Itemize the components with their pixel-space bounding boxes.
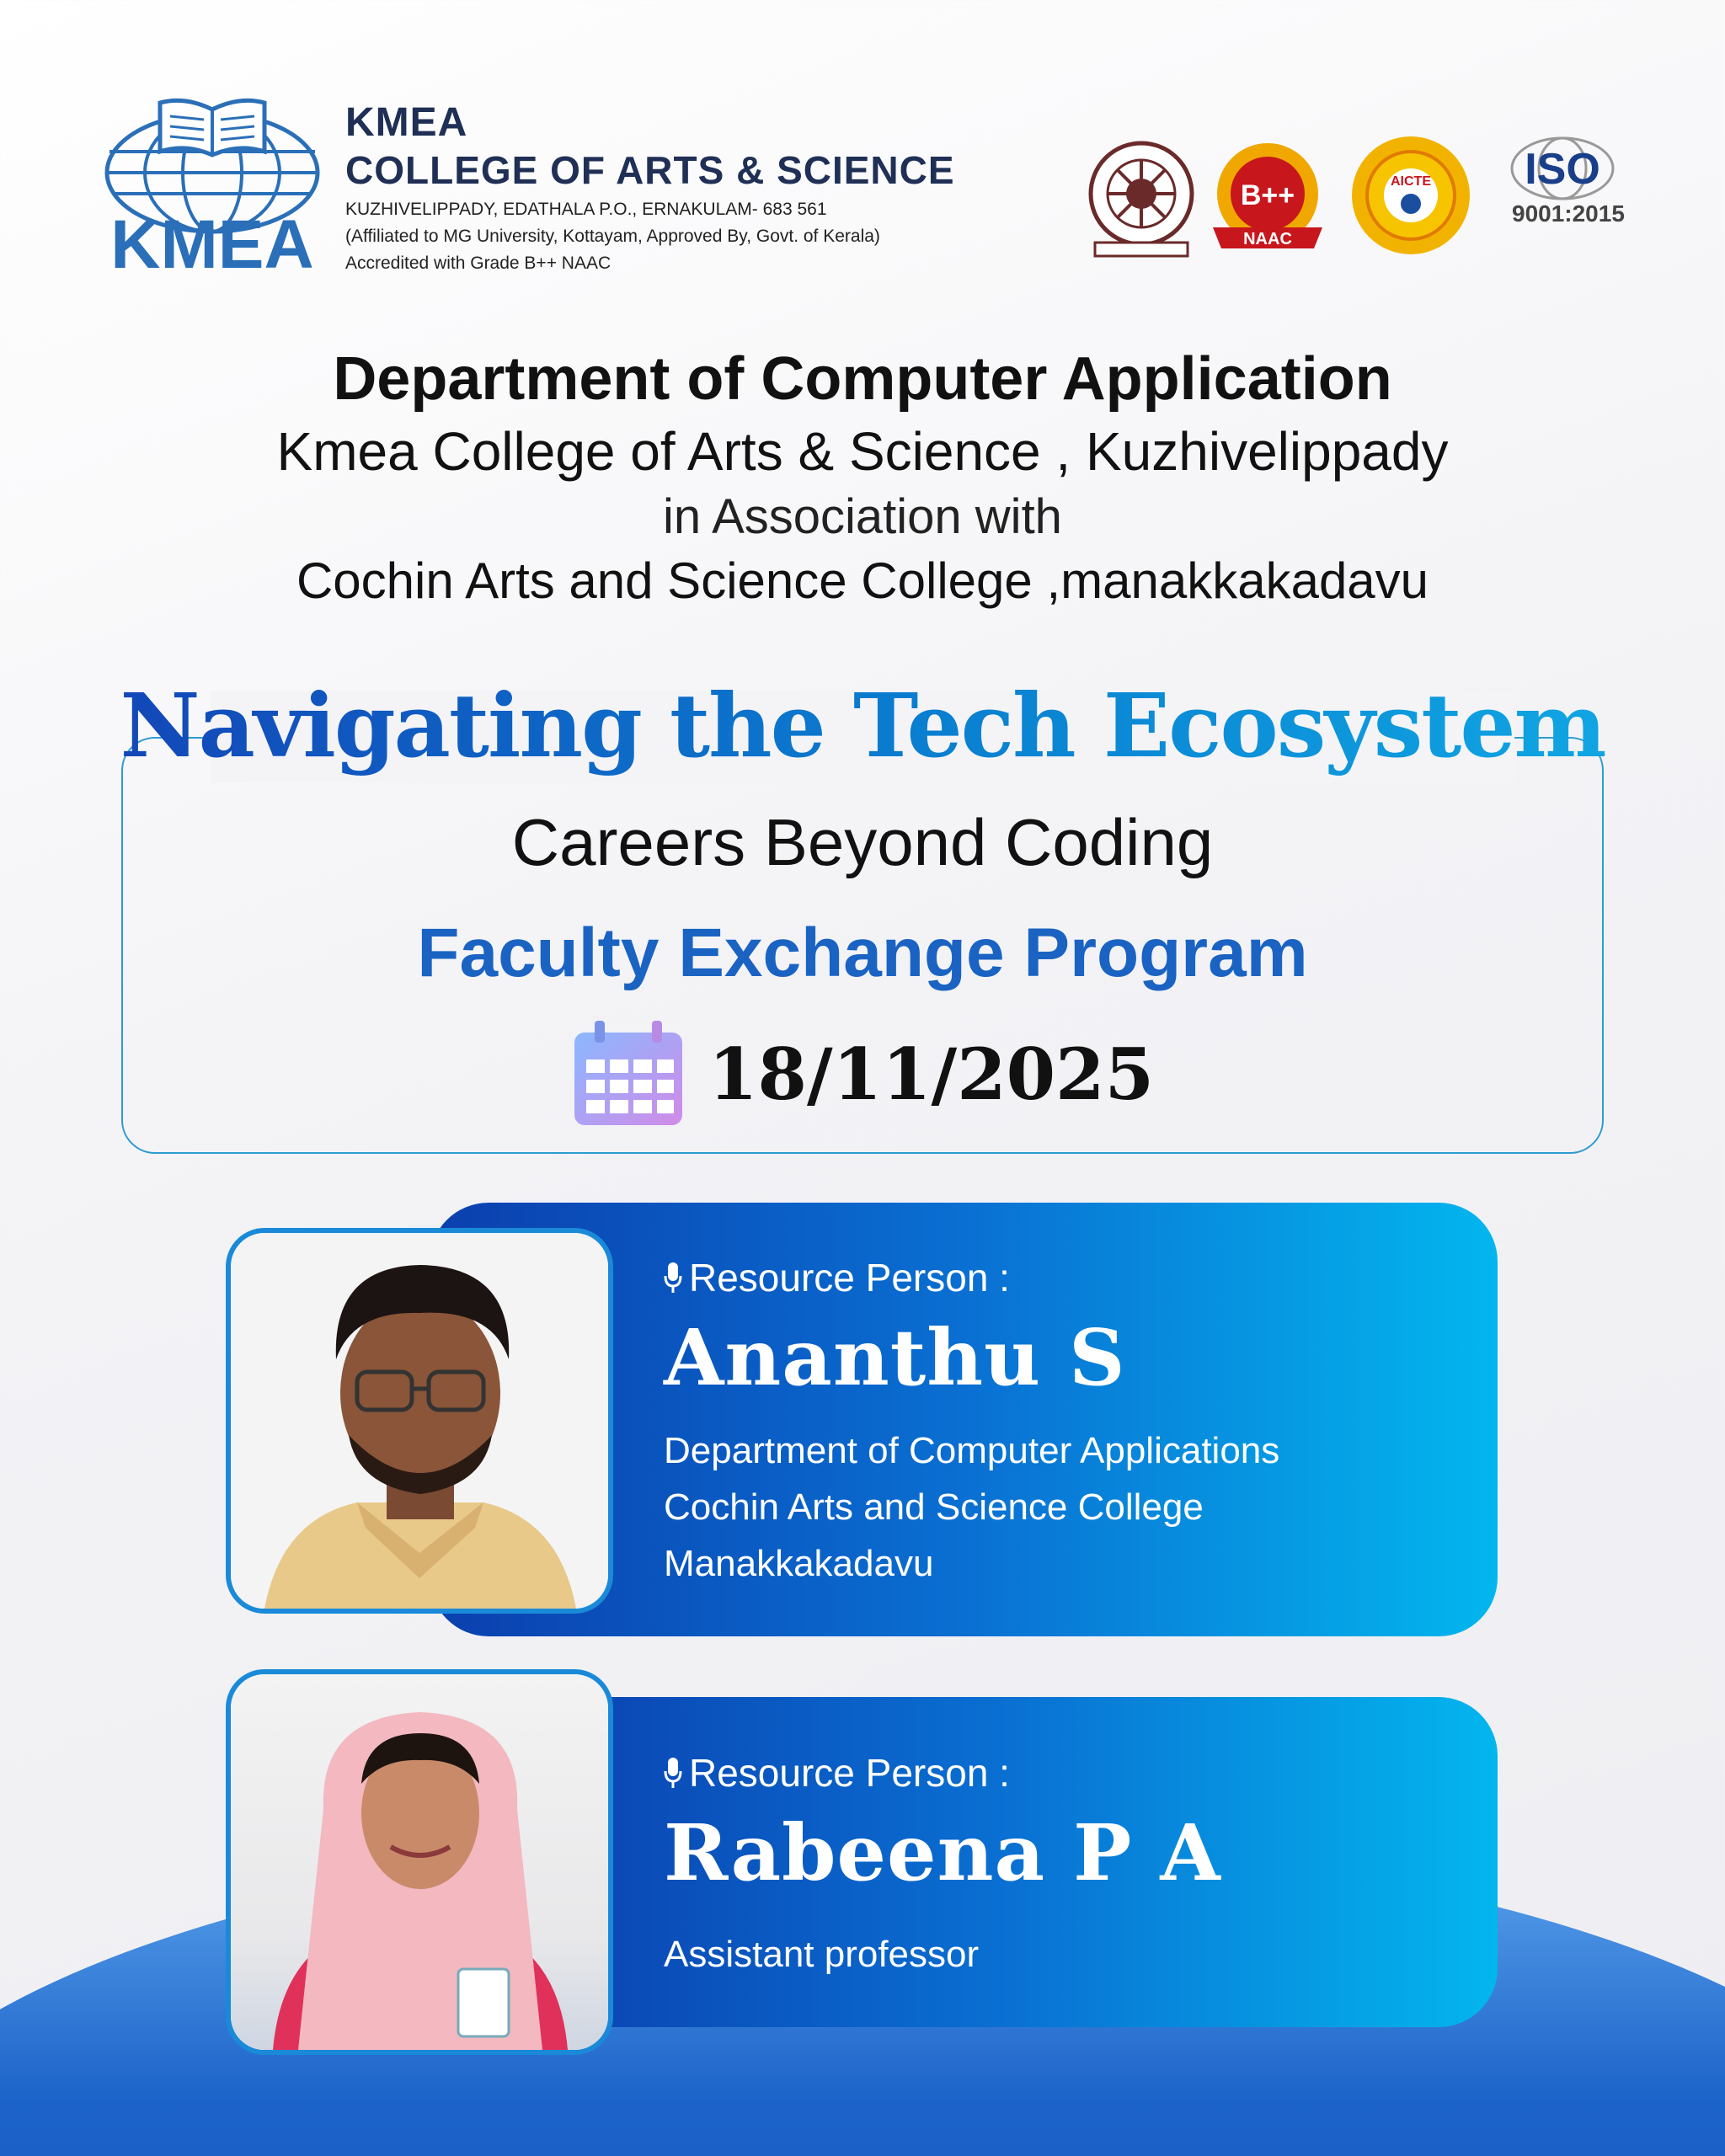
calendar-icon [571,1019,686,1129]
speaker-detail-line: Manakkakadavu [664,1542,934,1584]
naac-grade: B++ [1240,179,1295,211]
resource-person-label-2 [664,1750,1489,1796]
resource-person-label-1 [664,1255,1489,1300]
aicte-label: AICTE [1391,174,1431,189]
mg-university-seal-icon [1087,135,1196,261]
speaker-details-2 [664,1927,1489,1983]
resource-person-text-2: Resource Person : [689,1751,1010,1795]
college-short-name: KMEA [345,100,468,145]
college-affiliation: (Affiliated to MG University, Kottayam, Approved By, Govt. of Kerala) [345,227,880,246]
kmea-logo [101,93,324,278]
college-address: KUZHIVELIPPADY, EDATHALA P.O., ERNAKULAM- 683 561 [345,200,827,219]
college-accreditation: Accredited with Grade B++ NAAC [345,253,611,273]
partner-college: Cochin Arts and Science College ,manakkakadavu [296,552,1429,609]
college-full-name: COLLEGE OF ARTS & SCIENCE [345,148,955,192]
college-block [345,99,1103,274]
kmea-logo-text: KMEA [110,206,314,278]
speaker-details-1 [664,1423,1489,1593]
titles-block [0,341,1725,614]
resource-person-text-1: Resource Person : [689,1256,1010,1299]
speaker-detail-line: Cochin Arts and Science College [664,1486,1204,1528]
event-program: Faculty Exchange Program [417,915,1308,991]
microphone-icon [664,1261,682,1294]
speaker-detail-line: Assistant professor [664,1934,980,1975]
header [101,93,1634,286]
department-title: Department of Computer Application [333,345,1392,413]
iso-globe-icon [1503,135,1621,202]
event-date-row [0,1019,1725,1129]
iso-label: ISO [1525,145,1600,194]
accreditation-logos [1087,135,1634,261]
event-title-row [0,674,1725,777]
aicte-seal-icon [1343,135,1478,270]
speaker-name-2: Rabeena P A [664,1807,1221,1898]
event-date: 18/11/2025 [708,1032,1155,1116]
college-location: Kmea College of Arts & Science , Kuzhivelippady [276,421,1449,482]
naac-label: NAAC [1243,230,1292,248]
speaker-photo-1 [226,1228,613,1614]
speaker-portrait-2 [231,1674,608,2050]
speaker-info-1 [664,1255,1489,1593]
event-title: Navigating the Tech Ecosystem [96,674,1628,777]
microphone-icon [664,1756,682,1790]
speaker-name-1: Ananthu S [664,1312,1126,1403]
speaker-info-2 [664,1750,1489,1983]
naac-badge-icon [1204,139,1331,261]
association-text: in Association with [663,489,1062,545]
speaker-detail-line: Department of Computer Applications [664,1430,1280,1471]
event-subtitle: Careers Beyond Coding [511,805,1214,879]
speaker-portrait-1 [231,1233,608,1609]
iso-number: 9001:2015 [1512,200,1625,227]
speaker-photo-2 [226,1669,613,2055]
